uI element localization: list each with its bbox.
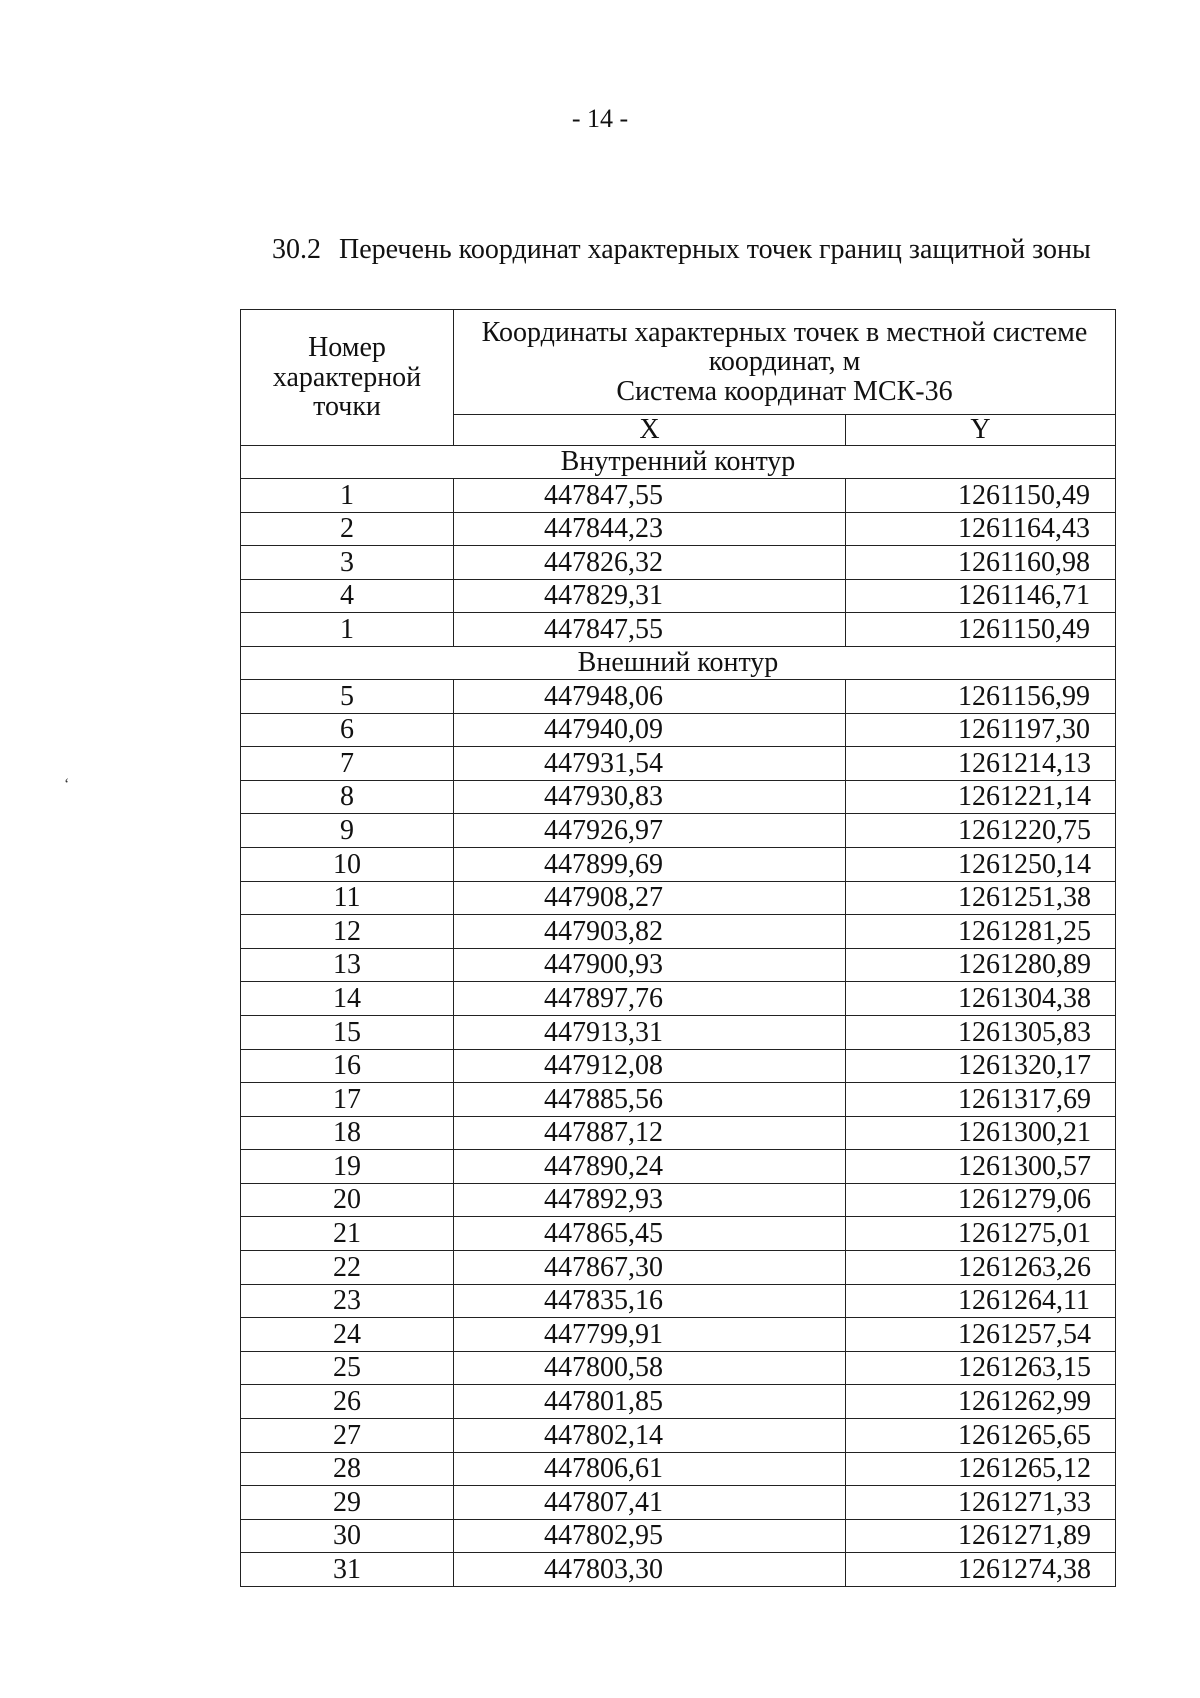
point-number-cell: 12 <box>241 915 454 949</box>
y-coordinate-cell: 1261150,49 <box>846 479 1116 513</box>
point-number-cell: 3 <box>241 546 454 580</box>
x-coordinate-cell: 447887,12 <box>454 1116 846 1150</box>
y-coordinate-cell: 1261320,17 <box>846 1049 1116 1083</box>
y-coordinate-cell: 1261251,38 <box>846 881 1116 915</box>
y-coordinate-cell: 1261197,30 <box>846 713 1116 747</box>
x-coordinate-cell: 447867,30 <box>454 1251 846 1285</box>
header-coordinates <box>454 310 1116 415</box>
table-row <box>241 1284 1116 1318</box>
point-number-cell: 24 <box>241 1318 454 1352</box>
y-coordinate-cell: 1261275,01 <box>846 1217 1116 1251</box>
table-row <box>241 546 1116 580</box>
y-coordinate-cell: 1261146,71 <box>846 579 1116 613</box>
table-row <box>241 847 1116 881</box>
x-coordinate-cell: 447802,14 <box>454 1419 846 1453</box>
table-row <box>241 1049 1116 1083</box>
y-coordinate-cell: 1261300,57 <box>846 1150 1116 1184</box>
header-point-number-line: точки <box>313 391 381 423</box>
table-row <box>241 1015 1116 1049</box>
y-coordinate-cell: 1261156,99 <box>846 679 1116 713</box>
table-row <box>241 579 1116 613</box>
point-number-cell: 1 <box>241 613 454 647</box>
x-coordinate-cell: 447807,41 <box>454 1486 846 1520</box>
point-number-cell: 27 <box>241 1419 454 1453</box>
section-heading <box>272 234 1091 266</box>
point-number-cell: 21 <box>241 1217 454 1251</box>
section-title-cell: Внешний контур <box>241 646 1116 679</box>
section-row <box>241 446 1116 479</box>
table-row <box>241 915 1116 949</box>
y-coordinate-cell: 1261274,38 <box>846 1553 1116 1587</box>
table-row <box>241 613 1116 647</box>
point-number-cell: 31 <box>241 1553 454 1587</box>
header-x: X <box>454 415 846 446</box>
y-coordinate-cell: 1261265,65 <box>846 1419 1116 1453</box>
point-number-cell: 26 <box>241 1385 454 1419</box>
header-coordinates-line: координат, м <box>708 346 861 378</box>
table-row <box>241 1452 1116 1486</box>
table-row <box>241 1251 1116 1285</box>
x-coordinate-cell: 447806,61 <box>454 1452 846 1486</box>
y-coordinate-cell: 1261271,33 <box>846 1486 1116 1520</box>
x-coordinate-cell: 447912,08 <box>454 1049 846 1083</box>
x-coordinate-cell: 447940,09 <box>454 713 846 747</box>
y-coordinate-cell: 1261250,14 <box>846 847 1116 881</box>
point-number-cell: 17 <box>241 1083 454 1117</box>
point-number-cell: 10 <box>241 847 454 881</box>
y-coordinate-cell: 1261317,69 <box>846 1083 1116 1117</box>
y-coordinate-cell: 1261305,83 <box>846 1015 1116 1049</box>
y-coordinate-cell: 1261263,26 <box>846 1251 1116 1285</box>
table-row <box>241 512 1116 546</box>
point-number-cell: 2 <box>241 512 454 546</box>
section-title-cell: Внутренний контур <box>241 446 1116 479</box>
x-coordinate-cell: 447835,16 <box>454 1284 846 1318</box>
x-coordinate-cell: 447803,30 <box>454 1553 846 1587</box>
table-row <box>241 1150 1116 1184</box>
point-number-cell: 15 <box>241 1015 454 1049</box>
table-row <box>241 881 1116 915</box>
y-coordinate-cell: 1261214,13 <box>846 747 1116 781</box>
table-row <box>241 1519 1116 1553</box>
table-row <box>241 747 1116 781</box>
table-row <box>241 780 1116 814</box>
table-row <box>241 1183 1116 1217</box>
scan-mark: ‘ <box>64 776 70 793</box>
table-row <box>241 713 1116 747</box>
point-number-cell: 8 <box>241 780 454 814</box>
y-coordinate-cell: 1261164,43 <box>846 512 1116 546</box>
point-number-cell: 25 <box>241 1351 454 1385</box>
table-row <box>241 948 1116 982</box>
x-coordinate-cell: 447847,55 <box>454 613 846 647</box>
x-coordinate-cell: 447847,55 <box>454 479 846 513</box>
page-number: - 14 - <box>571 104 629 133</box>
point-number-cell: 4 <box>241 579 454 613</box>
header-point-number-line: Номер <box>308 332 386 364</box>
header-coordinates-line: Координаты характерных точек в местной системе <box>481 316 1088 348</box>
y-coordinate-cell: 1261265,12 <box>846 1452 1116 1486</box>
x-coordinate-cell: 447799,91 <box>454 1318 846 1352</box>
x-coordinate-cell: 447908,27 <box>454 881 846 915</box>
point-number-cell: 16 <box>241 1049 454 1083</box>
point-number-cell: 11 <box>241 881 454 915</box>
table-row <box>241 982 1116 1016</box>
y-coordinate-cell: 1261220,75 <box>846 814 1116 848</box>
x-coordinate-cell: 447926,97 <box>454 814 846 848</box>
x-coordinate-cell: 447900,93 <box>454 948 846 982</box>
x-coordinate-cell: 447885,56 <box>454 1083 846 1117</box>
table-row <box>241 1486 1116 1520</box>
table-row <box>241 1116 1116 1150</box>
point-number-cell: 20 <box>241 1183 454 1217</box>
point-number-cell: 14 <box>241 982 454 1016</box>
x-coordinate-cell: 447913,31 <box>454 1015 846 1049</box>
coordinates-table <box>240 309 1116 1587</box>
x-coordinate-cell: 447829,31 <box>454 579 846 613</box>
point-number-cell: 19 <box>241 1150 454 1184</box>
point-number-cell: 28 <box>241 1452 454 1486</box>
x-coordinate-cell: 447801,85 <box>454 1385 846 1419</box>
table-row <box>241 1083 1116 1117</box>
point-number-cell: 29 <box>241 1486 454 1520</box>
x-coordinate-cell: 447897,76 <box>454 982 846 1016</box>
y-coordinate-cell: 1261221,14 <box>846 780 1116 814</box>
point-number-cell: 18 <box>241 1116 454 1150</box>
table-row <box>241 1419 1116 1453</box>
point-number-cell: 30 <box>241 1519 454 1553</box>
x-coordinate-cell: 447931,54 <box>454 747 846 781</box>
x-coordinate-cell: 447844,23 <box>454 512 846 546</box>
table-row <box>241 479 1116 513</box>
point-number-cell: 23 <box>241 1284 454 1318</box>
y-coordinate-cell: 1261160,98 <box>846 546 1116 580</box>
x-coordinate-cell: 447800,58 <box>454 1351 846 1385</box>
table-row <box>241 1553 1116 1587</box>
x-coordinate-cell: 447826,32 <box>454 546 846 580</box>
y-coordinate-cell: 1261150,49 <box>846 613 1116 647</box>
table-row <box>241 814 1116 848</box>
header-y: Y <box>846 415 1116 446</box>
y-coordinate-cell: 1261304,38 <box>846 982 1116 1016</box>
x-coordinate-cell: 447899,69 <box>454 847 846 881</box>
table-row <box>241 1351 1116 1385</box>
section-title: Перечень координат характерных точек границ защитной зоны <box>339 234 1091 265</box>
point-number-cell: 9 <box>241 814 454 848</box>
y-coordinate-cell: 1261264,11 <box>846 1284 1116 1318</box>
y-coordinate-cell: 1261262,99 <box>846 1385 1116 1419</box>
y-coordinate-cell: 1261281,25 <box>846 915 1116 949</box>
header-point-number-line: характерной <box>272 361 422 393</box>
x-coordinate-cell: 447802,95 <box>454 1519 846 1553</box>
table-body <box>241 446 1116 1587</box>
y-coordinate-cell: 1261280,89 <box>846 948 1116 982</box>
x-coordinate-cell: 447890,24 <box>454 1150 846 1184</box>
section-number: 30.2 <box>272 234 321 265</box>
x-coordinate-cell: 447892,93 <box>454 1183 846 1217</box>
y-coordinate-cell: 1261263,15 <box>846 1351 1116 1385</box>
point-number-cell: 5 <box>241 679 454 713</box>
point-number-cell: 6 <box>241 713 454 747</box>
point-number-cell: 22 <box>241 1251 454 1285</box>
table-row <box>241 1318 1116 1352</box>
y-coordinate-cell: 1261279,06 <box>846 1183 1116 1217</box>
y-coordinate-cell: 1261257,54 <box>846 1318 1116 1352</box>
table-row <box>241 1217 1116 1251</box>
x-coordinate-cell: 447948,06 <box>454 679 846 713</box>
header-point-number <box>241 310 454 446</box>
point-number-cell: 7 <box>241 747 454 781</box>
y-coordinate-cell: 1261300,21 <box>846 1116 1116 1150</box>
section-row <box>241 646 1116 679</box>
y-coordinate-cell: 1261271,89 <box>846 1519 1116 1553</box>
x-coordinate-cell: 447930,83 <box>454 780 846 814</box>
header-coordinates-line: Система координат МСК-36 <box>616 375 953 407</box>
x-coordinate-cell: 447865,45 <box>454 1217 846 1251</box>
table-row <box>241 1385 1116 1419</box>
x-coordinate-cell: 447903,82 <box>454 915 846 949</box>
table-row <box>241 679 1116 713</box>
point-number-cell: 1 <box>241 479 454 513</box>
point-number-cell: 13 <box>241 948 454 982</box>
